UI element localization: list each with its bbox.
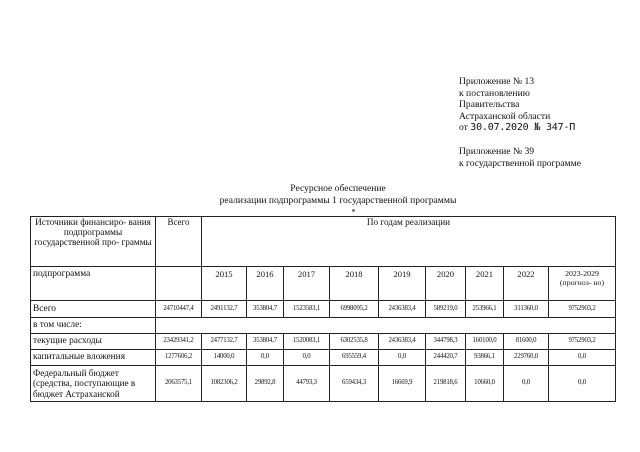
total-value-cell: 24710447,4 (156, 301, 202, 318)
year-value-cell: 2477132,7 (202, 334, 247, 350)
year-value-cell: 0,0 (379, 350, 426, 366)
year-header-cell: 2022 (504, 267, 549, 301)
year-value-cell: 244420,7 (426, 350, 466, 366)
row-label-cell: в том числе: (31, 318, 156, 334)
header-total-cell: Всего (156, 217, 202, 267)
year-value-cell: 10660,0 (466, 366, 504, 402)
appendix-13-line-4: Астраханской области (459, 110, 551, 122)
year-value-cell: 6998095,2 (330, 301, 379, 318)
table-row (31, 318, 616, 334)
year-value-cell: 1520083,1 (284, 334, 330, 350)
year-value-cell: 1523583,1 (284, 301, 330, 318)
year-value-cell: 219818,6 (426, 366, 466, 402)
resource-table (30, 216, 616, 402)
year-value-cell: 344798,3 (426, 334, 466, 350)
handwritten-date-number: 30.07.2020 № 347-П (470, 122, 576, 134)
subheader-total-cell (156, 267, 202, 301)
year-value-cell: 160100,0 (466, 334, 504, 350)
table-subheader-row (31, 267, 616, 301)
year-value-cell: 353804,7 (247, 334, 284, 350)
appendix-13-line-3: Правительства (459, 99, 520, 111)
year-value-cell: 16669,9 (379, 366, 426, 402)
row-label-cell: Всего (31, 301, 156, 318)
table-row (31, 366, 616, 402)
year-value-cell: 14000,0 (202, 350, 247, 366)
appendix-39-header (459, 146, 581, 169)
year-value-cell: 1082306,2 (202, 366, 247, 402)
date-prefix: от (459, 122, 468, 134)
total-value-cell: 1277606,2 (156, 350, 202, 366)
year-header-cell: 2016 (247, 267, 284, 301)
table-row (31, 301, 616, 318)
year-value-cell: 29892,8 (247, 366, 284, 402)
year-value-cell: 0,0 (284, 350, 330, 366)
document-title-line-1: Ресурсное обеспечение (290, 183, 386, 194)
year-value-cell: 2436383,4 (379, 301, 426, 318)
year-value-cell: 0,0 (549, 350, 616, 366)
year-value-cell: 6302535,8 (330, 334, 379, 350)
year-value-cell: 659434,3 (330, 366, 379, 402)
header-sources-cell: Источники финансиро- вания подпрограммы государственной про- граммы (31, 217, 156, 267)
year-header-cell: 2023-2029 (прогноз- но) (549, 267, 616, 301)
year-value-cell: 589219,0 (426, 301, 466, 318)
table-header-row (31, 217, 616, 267)
year-value-cell: 93866,1 (466, 350, 504, 366)
year-value-cell: 311360,0 (504, 301, 549, 318)
scan-speck (352, 209, 355, 212)
subheader-label-cell: подпрограмма (31, 267, 156, 301)
table-row (31, 334, 616, 350)
year-value-cell: 9752903,2 (549, 334, 616, 350)
year-value-cell: 44793,3 (284, 366, 330, 402)
document-title-line-2: реализации подпрограммы 1 государственной программы (219, 195, 457, 206)
year-value-cell: 253966,1 (466, 301, 504, 318)
total-value-cell: 2063575,1 (156, 366, 202, 402)
appendix-13-line-1: Приложение № 13 (459, 76, 535, 87)
header-years-cell: По годам реализации (202, 217, 616, 267)
year-value-cell: 695559,4 (330, 350, 379, 366)
appendix-39-line-2: к государственной программе (459, 157, 581, 169)
year-value-cell: 81600,0 (504, 334, 549, 350)
year-header-cell: 2021 (466, 267, 504, 301)
year-value-cell: 0,0 (549, 366, 616, 402)
appendix-39-line-1: Приложение № 39 (459, 146, 535, 157)
year-value-cell: 2436383,4 (379, 334, 426, 350)
year-value-cell: 353804,7 (247, 301, 284, 318)
appendix-13-header (459, 76, 575, 134)
year-value-cell: 0,0 (504, 366, 549, 402)
year-header-cell: 2018 (330, 267, 379, 301)
year-value-cell: 229760,0 (504, 350, 549, 366)
year-header-cell: 2017 (284, 267, 330, 301)
row-label-cell: капитальные вложения (31, 350, 156, 366)
empty-span-cell (156, 318, 616, 334)
year-header-cell: 2020 (426, 267, 466, 301)
row-label-cell: текущие расходы (31, 334, 156, 350)
year-header-cell: 2019 (379, 267, 426, 301)
year-header-cell: 2015 (202, 267, 247, 301)
year-value-cell: 9752903,2 (549, 301, 616, 318)
appendix-13-line-2: к постановлению (459, 87, 530, 99)
appendix-13-line-5 (459, 122, 575, 134)
table-row (31, 350, 616, 366)
row-label-cell: Федеральный бюджет (средства, поступающие в бюджет Астраханской (31, 366, 156, 402)
year-value-cell: 2491132,7 (202, 301, 247, 318)
year-value-cell: 0,0 (247, 350, 284, 366)
total-value-cell: 23429341,2 (156, 334, 202, 350)
